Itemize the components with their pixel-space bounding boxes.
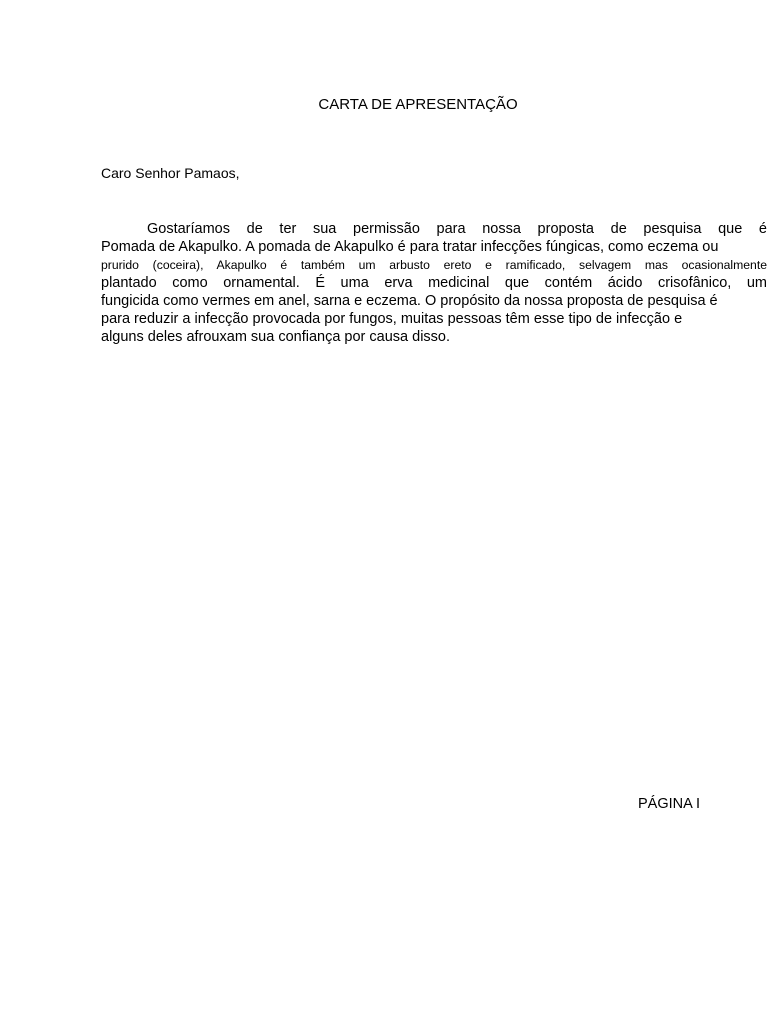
page-number: PÁGINA I xyxy=(638,796,701,812)
paragraph-line: alguns deles afrouxam sua confiança por causa disso. xyxy=(101,329,451,345)
paragraph-line: plantado como ornamental. É uma erva medicinal que contém ácido crisofânico, um xyxy=(101,275,767,291)
paragraph-line: prurido (coceira), Akapulko é também um arbusto ereto e ramificado, selvagem mas ocasionalmente xyxy=(101,258,767,272)
paragraph-line: para reduzir a infecção provocada por fungos, muitas pessoas têm esse tipo de infecção e xyxy=(101,311,683,327)
paragraph-line: fungicida como vermes em anel, sarna e eczema. O propósito da nossa proposta de pesquisa é xyxy=(101,293,718,309)
paragraph-line: Pomada de Akapulko. A pomada de Akapulko é para tratar infecções fúngicas, como eczema ou xyxy=(101,239,719,255)
letter-title: CARTA DE APRESENTAÇÃO xyxy=(318,96,518,113)
paragraph-line: Gostaríamos de ter sua permissão para nossa proposta de pesquisa que é xyxy=(147,221,767,237)
salutation: Caro Senhor Pamaos, xyxy=(101,165,240,181)
letter-body xyxy=(101,220,767,346)
